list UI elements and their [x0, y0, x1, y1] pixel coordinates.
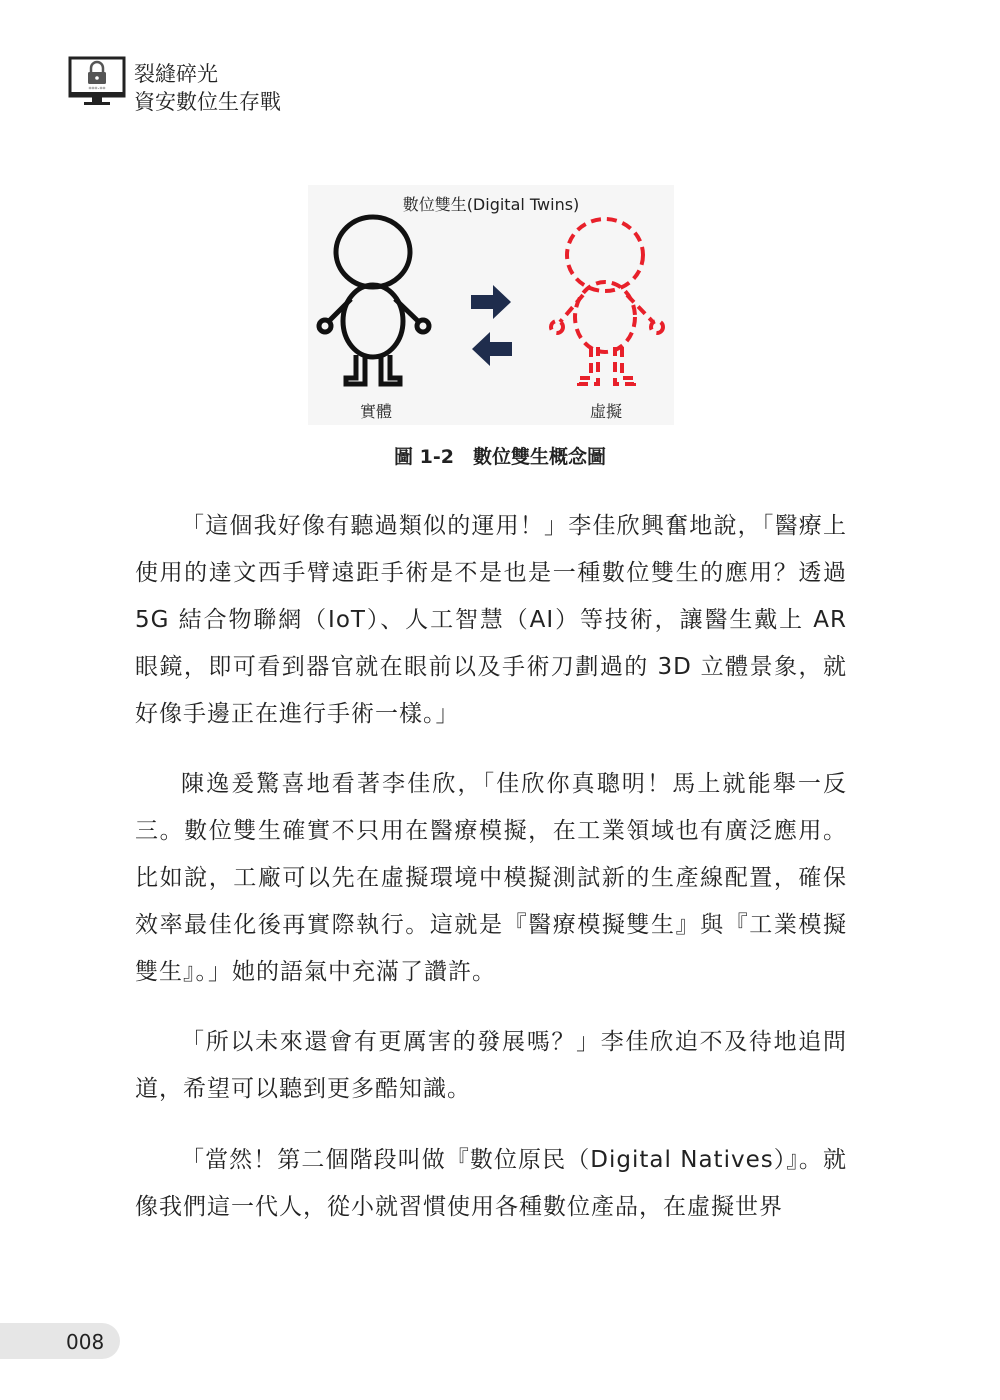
physical-label: 實體	[360, 402, 393, 421]
running-header	[68, 56, 668, 116]
digital-twin-figure	[308, 185, 674, 425]
book-subtitle: 資安數位生存戰	[134, 90, 281, 114]
physical-figure-icon	[319, 217, 429, 384]
figure-title: 數位雙生(Digital Twins)	[402, 195, 580, 214]
paragraph-1: 「這個我好像有聽過類似的運用！」李佳欣興奮地說，「醫療上使用的達文西手臂遠距手術是不是也是一種數位雙生的應用？透過 5G 結合物聯網（IoT）、人工智慧（AI）等技術，讓醫生戴上 AR 眼鏡，即可看到器官就在眼前以及手術刀劃過的 3D 立體景象，就好像手邊正在進行手術一樣。」	[135, 513, 847, 727]
svg-text:***·**: ***·**	[88, 86, 106, 93]
virtual-label: 虛擬	[590, 402, 623, 421]
paragraph-4: 「當然！第二個階段叫做『數位原民（Digital Natives）』。就像我們這一代人，從小就習慣使用各種數位產品，在虛擬世界	[135, 1147, 847, 1220]
paragraph-3: 「所以未來還會有更厲害的發展嗎？」李佳欣迫不及待地追問道，希望可以聽到更多酷知識。	[135, 1029, 847, 1102]
sync-arrows-icon	[471, 285, 512, 366]
monitor-lock-icon	[68, 56, 126, 106]
figure-caption: 圖 1-2 數位雙生概念圖	[394, 446, 606, 468]
virtual-figure-icon	[551, 219, 663, 384]
book-title: 裂縫碎光	[134, 62, 218, 86]
paragraph-2: 陳逸爰驚喜地看著李佳欣，「佳欣你真聰明！馬上就能舉一反三。數位雙生確實不只用在醫療模擬，在工業領域也有廣泛應用。比如說，工廠可以先在虛擬環境中模擬測試新的生產線配置，確保效率最佳化後再實際執行。這就是『醫療模擬雙生』與『工業模擬雙生』。」她的語氣中充滿了讚許。	[135, 771, 847, 985]
page-number: 008	[66, 1330, 105, 1354]
digital-twin-illustration	[308, 185, 674, 425]
